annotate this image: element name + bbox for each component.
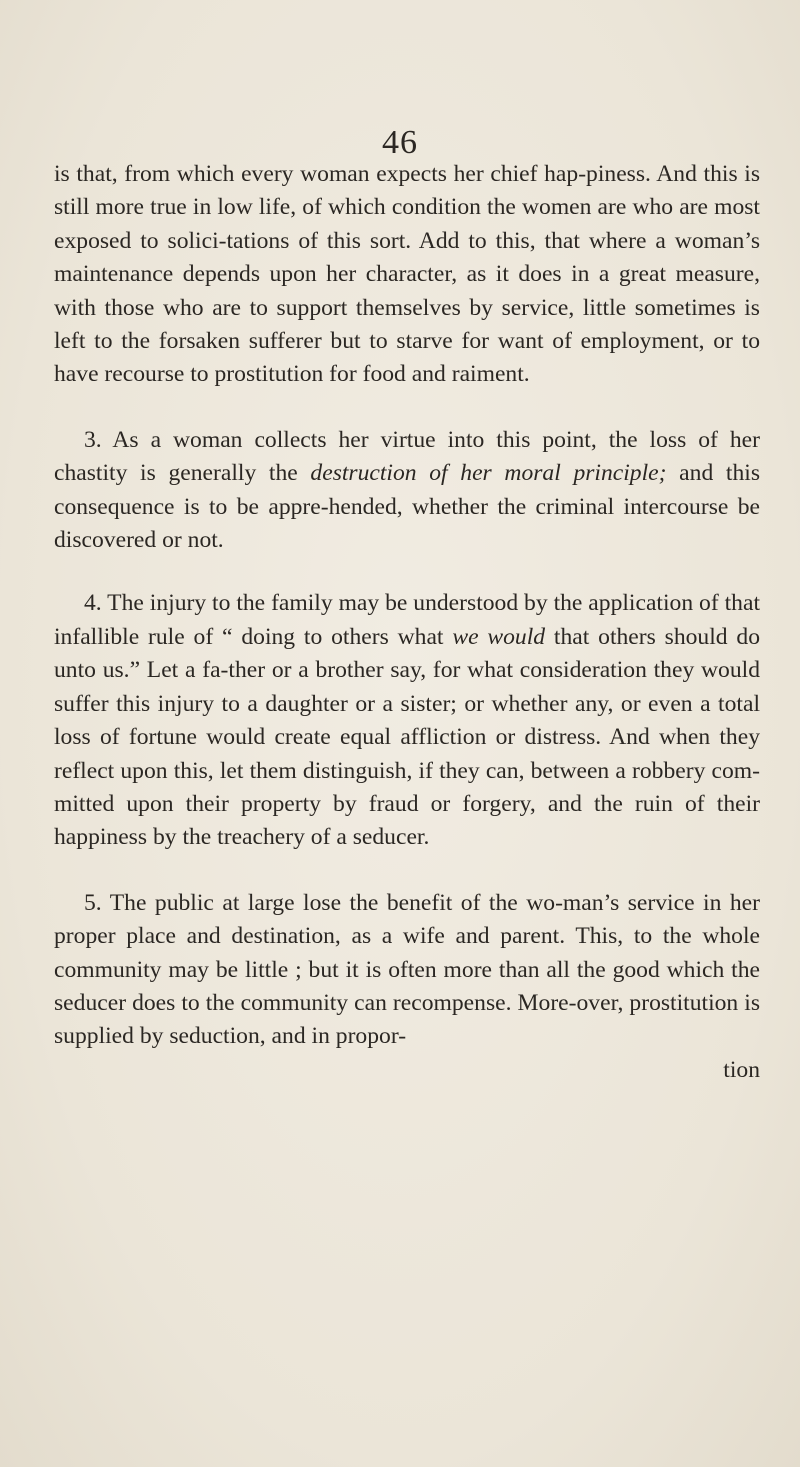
body-text (54, 158, 760, 1087)
paragraph-4 (54, 587, 760, 854)
paragraph-4-italic: we would (452, 623, 546, 650)
page-number: 46 (382, 124, 418, 161)
paragraph-3-text: 3. As a woman collects her virtue into this point, the loss of her chastity is generally the (54, 426, 760, 487)
paragraph-3-text-end: and this consequence is to be appre-hended, whether the criminal intercourse be discovered or not. (54, 460, 761, 554)
paragraph-4-text: 4. The injury to the family may be understood by the application of that infallible rule of “ doing to others what (54, 590, 760, 650)
paragraph-gap (54, 392, 760, 424)
paragraph-gap (54, 557, 760, 587)
paragraph-gap (54, 855, 760, 887)
paragraph-4-text-end: that others should do unto us.” Let a fa-ther or a brother say, for what consideration they would suffer this injury to a daughter or a sister; or whether any, or even a total loss of fortune would create equal affliction or distress. And when they reflect upon this, let them distinguish, if they can, between a robbery com-mitted upon their property by fraud or forgery, and the ruin of their happiness by the treachery of a seducer. (54, 623, 761, 851)
paragraph-3-italic: destruction of her moral principle; (310, 460, 667, 487)
paragraph-5-text: 5. The public at large lose the benefit of the wo-man’s service in her proper place and destination, as a wife and parent. This, to the whole community may be little ; but it is often more than all the good which the seducer does to the community can recompense. More-over, prostitution is supplied by seduction, and in propor- (54, 889, 760, 1050)
paragraph-3 (54, 424, 760, 558)
paragraph-5 (54, 887, 760, 1087)
paragraph-continuation: is that, from which every woman expects her chief hap-piness. And this is still more true in low life, of which condition the women are who are most exposed to solici-tations of this sort. Add to this, that where a woman’s maintenance depends upon her character, as it does in a great measure, with those who are to support themselves by service, little sometimes is left to the forsaken sufferer but to starve for want of employment, or to have recourse to prostitution for food and raiment. (54, 161, 760, 388)
catchword: tion (723, 1056, 760, 1083)
